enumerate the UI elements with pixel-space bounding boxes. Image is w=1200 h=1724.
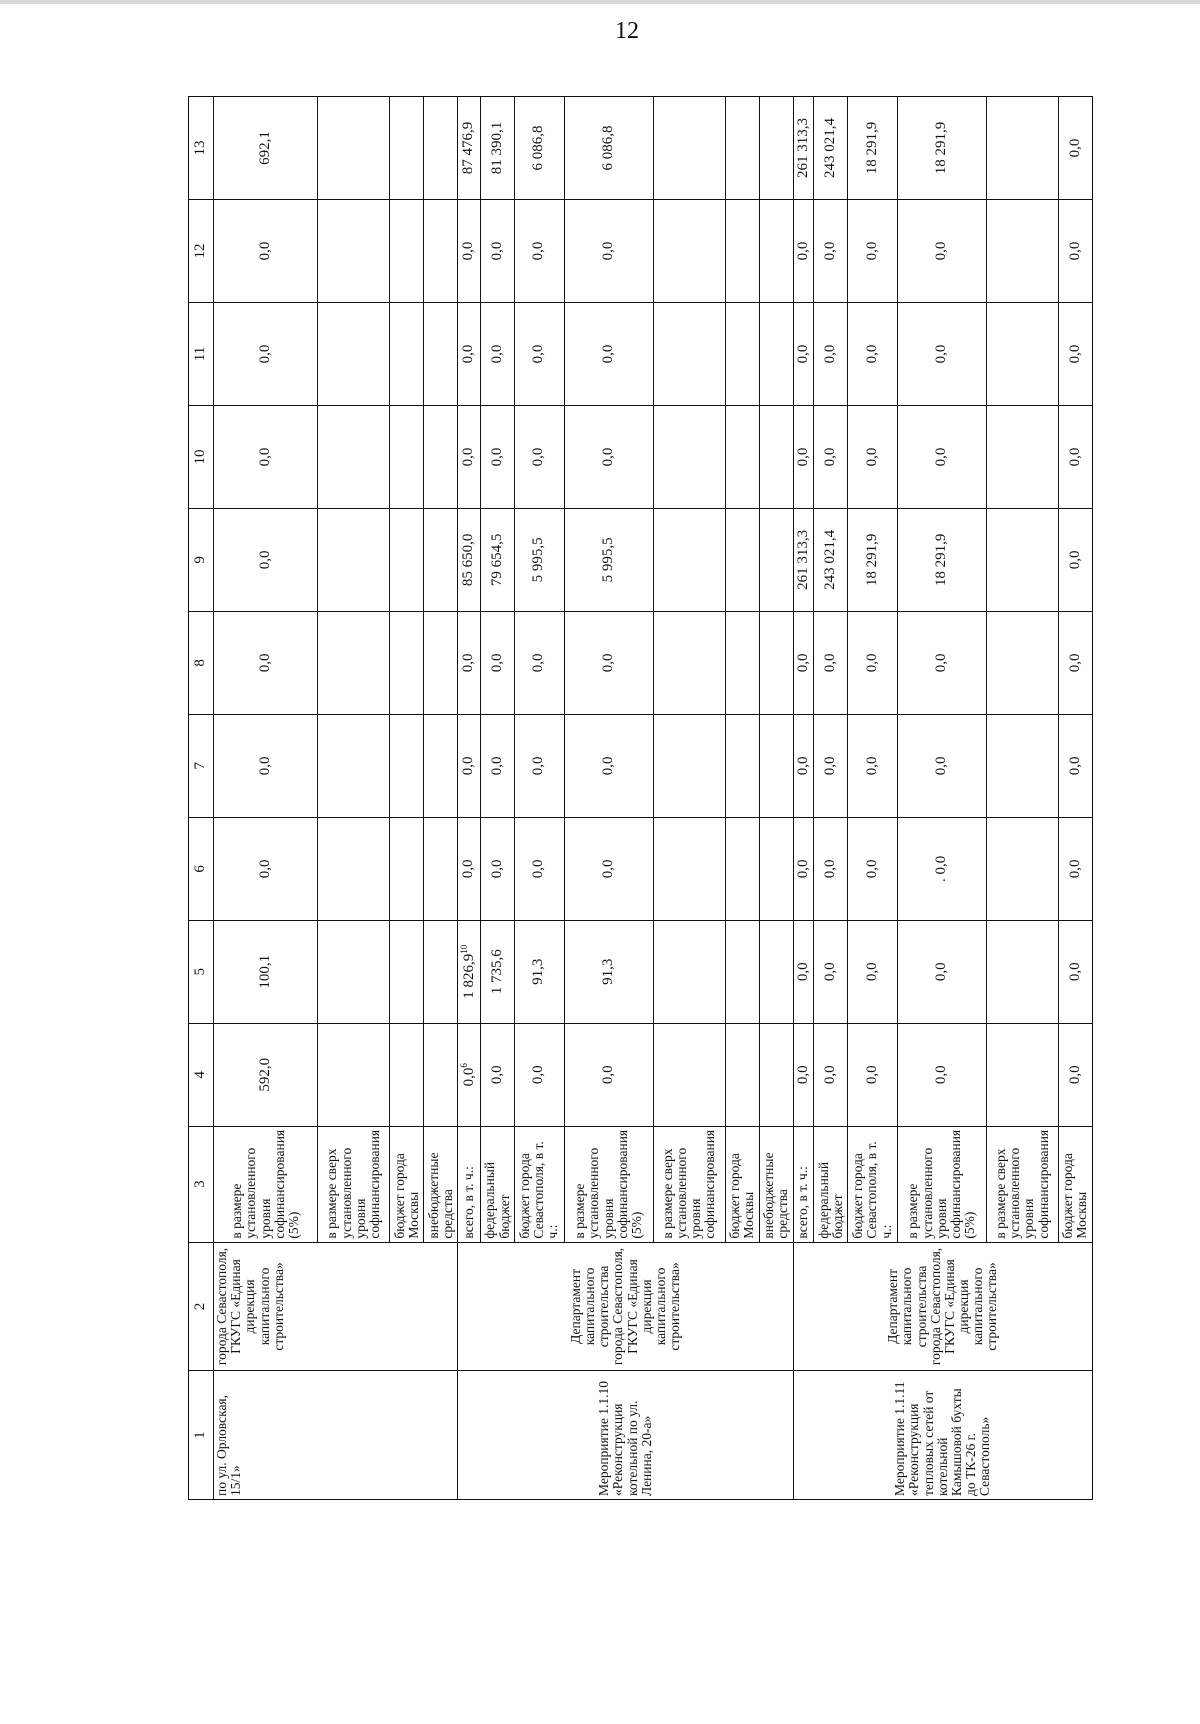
col-header: 6 xyxy=(189,817,214,920)
value-cell: 0,0 xyxy=(480,303,514,406)
value-cell: 592,0 xyxy=(214,1023,318,1126)
value-cell: 79 654,5 xyxy=(480,508,514,611)
value-cell: 0,0 xyxy=(793,303,813,406)
value-cell: 18 291,9 xyxy=(848,97,898,200)
value-cell: 5 995,5 xyxy=(564,508,653,611)
value-cell: 85 650,0 xyxy=(458,508,481,611)
value-cell: 0,0 xyxy=(515,817,565,920)
value-cell: 18 291,9 xyxy=(897,97,986,200)
value-cell: 0,0 xyxy=(897,405,986,508)
value-cell: 0,0 xyxy=(793,611,813,714)
value-cell: 0,0 xyxy=(515,1023,565,1126)
value-cell: 87 476,9 xyxy=(458,97,481,200)
funding-source-cell: в размере установленного уровня софинансирования (5%) xyxy=(564,1126,653,1242)
value-cell: $0,0^6$ xyxy=(458,1023,481,1126)
value-cell: 0,0 xyxy=(897,303,986,406)
value-cell: 0,0 xyxy=(793,405,813,508)
value-cell: 0,0 xyxy=(848,405,898,508)
executor-cell: города Севастополя, ГКУГС «Единая дирекция капитального строительства» xyxy=(214,1242,458,1371)
event-name-cell: по ул. Орловская, 15/1» xyxy=(214,1371,458,1500)
value-cell: 0,0 xyxy=(897,920,986,1023)
funding-source-cell: в размере установленного уровня софинансирования (5%) xyxy=(897,1126,986,1242)
funding-source-cell: бюджет города Севастополя, в т. ч.: xyxy=(515,1126,565,1242)
value-cell: 0,0 xyxy=(1058,200,1092,303)
value-cell: 0,0 xyxy=(564,611,653,714)
col-header: 7 xyxy=(189,714,214,817)
value-cell: 0,0 xyxy=(214,508,318,611)
value-cell: 0,0 xyxy=(814,714,848,817)
value-cell: 0,0 xyxy=(793,200,813,303)
value-cell: 0,0 xyxy=(897,1023,986,1126)
funding-source-cell: внебюджетные средства xyxy=(424,1126,458,1242)
value-cell: 0,0 xyxy=(814,611,848,714)
value-cell: 0,0 xyxy=(515,611,565,714)
value-cell: 0,0 xyxy=(848,1023,898,1126)
value-cell: 0,0 xyxy=(458,200,481,303)
executor-cell: Департамент капитального строительства города Севастополя, ГКУГС «Единая дирекция капитального строительства» xyxy=(458,1242,793,1371)
col-header: 13 xyxy=(189,97,214,200)
value-cell: 0,0 xyxy=(897,200,986,303)
value-cell: 0,0 xyxy=(1058,303,1092,406)
value-cell: 0,0 xyxy=(793,920,813,1023)
value-cell: 0,0 xyxy=(793,714,813,817)
funding-source-cell: всего, в т. ч.: xyxy=(458,1126,481,1242)
funding-source-cell: в размере сверх установленного уровня софинансирования xyxy=(318,1126,390,1242)
value-cell: 0,0 xyxy=(214,200,318,303)
value-cell: 0,0 xyxy=(848,200,898,303)
funding-source-cell: внебюджетные средства xyxy=(759,1126,793,1242)
value-cell: 0,0 xyxy=(458,817,481,920)
value-cell: 0,0 xyxy=(480,405,514,508)
value-cell: 6 086,8 xyxy=(564,97,653,200)
value-cell: 0,0 xyxy=(214,303,318,406)
value-cell: . 0,0 xyxy=(897,817,986,920)
value-cell: 0,0 xyxy=(1058,1023,1092,1126)
value-cell: 0,0 xyxy=(897,714,986,817)
value-cell: 0,0 xyxy=(814,303,848,406)
value-cell: 0,0 xyxy=(480,817,514,920)
table-row xyxy=(214,97,318,1500)
value-cell: 0,0 xyxy=(848,920,898,1023)
value-cell: 0,0 xyxy=(814,405,848,508)
col-header: 4 xyxy=(189,1023,214,1126)
value-cell: 1 735,6 xyxy=(480,920,514,1023)
value-cell: 91,3 xyxy=(564,920,653,1023)
value-cell: 0,0 xyxy=(515,200,565,303)
event-name-cell: Мероприятие 1.1.10 «Реконструкция котельной по ул. Ленина, 20-а» xyxy=(458,1371,793,1500)
col-header: 3 xyxy=(189,1126,214,1242)
value-cell: 0,0 xyxy=(814,1023,848,1126)
value-cell: 0,0 xyxy=(564,405,653,508)
value-cell: 0,0 xyxy=(1058,714,1092,817)
value-cell: 6 086,8 xyxy=(515,97,565,200)
col-header: 9 xyxy=(189,508,214,611)
funding-source-cell: в размере сверх установленного уровня софинансирования xyxy=(986,1126,1058,1242)
funding-source-cell: в размере сверх установленного уровня софинансирования xyxy=(653,1126,725,1242)
value-cell: 261 313,3 xyxy=(793,97,813,200)
value-cell: 0,0 xyxy=(848,817,898,920)
value-cell: 91,3 xyxy=(515,920,565,1023)
value-cell: 18 291,9 xyxy=(897,508,986,611)
value-cell: 243 021,4 xyxy=(814,508,848,611)
value-cell: 18 291,9 xyxy=(848,508,898,611)
value-cell: 0,0 xyxy=(793,817,813,920)
value-cell: 0,0 xyxy=(214,611,318,714)
value-cell: 0,0 xyxy=(1058,97,1092,200)
budget-table xyxy=(188,96,1093,1500)
col-header: 11 xyxy=(189,303,214,406)
value-cell: 0,0 xyxy=(848,303,898,406)
value-cell: 0,0 xyxy=(897,611,986,714)
table-row xyxy=(458,97,481,1500)
value-cell: 0,0 xyxy=(480,1023,514,1126)
value-cell: 0,0 xyxy=(214,405,318,508)
value-cell: 0,0 xyxy=(515,303,565,406)
value-cell: 0,0 xyxy=(564,714,653,817)
header-row xyxy=(189,97,214,1500)
value-cell: 5 995,5 xyxy=(515,508,565,611)
funding-source-cell: бюджет города Москвы xyxy=(1058,1126,1092,1242)
value-cell: 0,0 xyxy=(564,200,653,303)
table-row xyxy=(793,97,813,1500)
value-cell: 0,0 xyxy=(814,817,848,920)
event-name-cell: Мероприятие 1.1.11 «Реконструкция тепловых сетей от котельной Камышовой бухты до ТК-26 г. Севастополь» xyxy=(793,1371,1092,1500)
value-cell: 0,0 xyxy=(515,405,565,508)
value-cell: 0,0 xyxy=(480,714,514,817)
value-cell: 0,0 xyxy=(480,611,514,714)
value-cell: 692,1 xyxy=(214,97,318,200)
value-cell: 0,0 xyxy=(793,1023,813,1126)
funding-source-cell: федеральный бюджет xyxy=(480,1126,514,1242)
value-cell: 0,0 xyxy=(480,200,514,303)
funding-source-cell: бюджет города Москвы xyxy=(390,1126,424,1242)
col-header: 2 xyxy=(189,1242,214,1371)
col-header: 10 xyxy=(189,405,214,508)
funding-source-cell: бюджет города Москвы xyxy=(725,1126,759,1242)
value-cell: 0,0 xyxy=(848,714,898,817)
value-cell: 0,0 xyxy=(1058,920,1092,1023)
funding-source-cell: бюджет города Севастополя, в т. ч.: xyxy=(848,1126,898,1242)
value-cell: 0,0 xyxy=(564,303,653,406)
value-cell: 0,0 xyxy=(458,303,481,406)
value-cell: 0,0 xyxy=(564,817,653,920)
value-cell: 100,1 xyxy=(214,920,318,1023)
value-cell: 243 021,4 xyxy=(814,97,848,200)
page-number: 12 xyxy=(615,18,639,44)
funding-source-cell: федеральный бюджет xyxy=(814,1126,848,1242)
value-cell: 0,0 xyxy=(848,611,898,714)
col-header: 12 xyxy=(189,200,214,303)
value-cell: 0,0 xyxy=(814,920,848,1023)
value-cell: 0,0 xyxy=(814,200,848,303)
value-cell: 261 313,3 xyxy=(793,508,813,611)
funding-source-cell: в размере установленного уровня софинансирования (5%) xyxy=(214,1126,318,1242)
value-cell: 0,0 xyxy=(564,1023,653,1126)
value-cell: 0,0 xyxy=(458,405,481,508)
col-header: 8 xyxy=(189,611,214,714)
value-cell: 0,0 xyxy=(1058,405,1092,508)
executor-cell: Департамент капитального строительства города Севастополя, ГКУГС «Единая дирекция капитального строительства» xyxy=(793,1242,1092,1371)
value-cell: 81 390,1 xyxy=(480,97,514,200)
rotated-table-container xyxy=(188,96,1093,1500)
col-header: 5 xyxy=(189,920,214,1023)
scan-edge xyxy=(0,0,1200,4)
col-header: 1 xyxy=(189,1371,214,1500)
value-cell: 0,0 xyxy=(515,714,565,817)
value-cell: 0,0 xyxy=(214,714,318,817)
funding-source-cell: всего, в т. ч.: xyxy=(793,1126,813,1242)
value-cell: 0,0 xyxy=(1058,508,1092,611)
value-cell: 0,0 xyxy=(458,611,481,714)
value-cell: 0,0 xyxy=(1058,611,1092,714)
value-cell: 0,0 xyxy=(458,714,481,817)
value-cell: 0,0 xyxy=(214,817,318,920)
value-cell: 1 826,9$^{10}$ xyxy=(458,920,481,1023)
value-cell: 0,0 xyxy=(1058,817,1092,920)
